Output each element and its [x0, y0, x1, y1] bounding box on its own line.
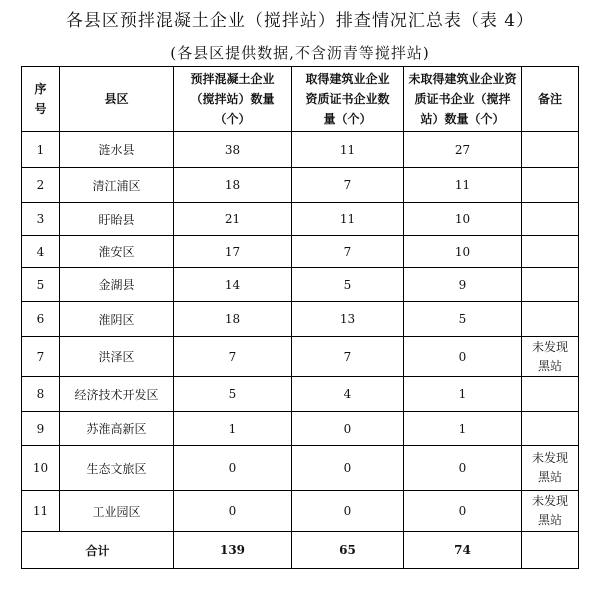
- row-remark: [522, 236, 579, 268]
- row-total: 7: [174, 337, 292, 377]
- row-total: 18: [174, 302, 292, 337]
- table-row: [22, 268, 579, 302]
- row-remark: [522, 412, 579, 446]
- row-unqualified: 0: [404, 446, 522, 491]
- row-total: 5: [174, 377, 292, 412]
- row-unqualified: 10: [404, 203, 522, 236]
- header-qualified: 取得建筑业企业资质证书企业数量（个）: [292, 67, 404, 132]
- row-seq: 1: [22, 132, 60, 168]
- row-seq: 8: [22, 377, 60, 412]
- row-remark: 未发现黑站: [522, 337, 579, 377]
- row-unqualified: 0: [404, 337, 522, 377]
- row-county: 淮阴区: [60, 302, 174, 337]
- table-row: [22, 302, 579, 337]
- row-county: 生态文旅区: [60, 446, 174, 491]
- row-qualified: 0: [292, 491, 404, 532]
- header-county: 县区: [60, 67, 174, 132]
- row-remark: [522, 268, 579, 302]
- row-county: 工业园区: [60, 491, 174, 532]
- table-row: [22, 491, 579, 532]
- row-qualified: 5: [292, 268, 404, 302]
- row-unqualified: 1: [404, 412, 522, 446]
- table-row: [22, 337, 579, 377]
- row-seq: 5: [22, 268, 60, 302]
- row-unqualified: 0: [404, 491, 522, 532]
- table-row: [22, 132, 579, 168]
- totals-qualified: 65: [292, 532, 404, 569]
- totals-label: 合计: [22, 532, 174, 569]
- row-qualified: 7: [292, 337, 404, 377]
- row-remark: 未发现黑站: [522, 491, 579, 532]
- row-total: 0: [174, 446, 292, 491]
- row-qualified: 11: [292, 203, 404, 236]
- row-qualified: 11: [292, 132, 404, 168]
- row-seq: 6: [22, 302, 60, 337]
- totals-row: [22, 532, 579, 569]
- row-seq: 3: [22, 203, 60, 236]
- totals-remark: [522, 532, 579, 569]
- table-row: [22, 168, 579, 203]
- row-seq: 10: [22, 446, 60, 491]
- header-row: [22, 67, 579, 132]
- row-remark: [522, 203, 579, 236]
- summary-table: [21, 66, 579, 569]
- row-unqualified: 10: [404, 236, 522, 268]
- table-row: [22, 446, 579, 491]
- row-total: 38: [174, 132, 292, 168]
- row-seq: 11: [22, 491, 60, 532]
- row-qualified: 13: [292, 302, 404, 337]
- table-row: [22, 203, 579, 236]
- row-remark: [522, 377, 579, 412]
- row-county: 洪泽区: [60, 337, 174, 377]
- row-total: 21: [174, 203, 292, 236]
- row-county: 清江浦区: [60, 168, 174, 203]
- row-qualified: 7: [292, 236, 404, 268]
- row-remark: 未发现黑站: [522, 446, 579, 491]
- totals-total: 139: [174, 532, 292, 569]
- table-row: [22, 377, 579, 412]
- row-total: 14: [174, 268, 292, 302]
- table-row: [22, 236, 579, 268]
- row-total: 18: [174, 168, 292, 203]
- row-qualified: 0: [292, 412, 404, 446]
- row-qualified: 0: [292, 446, 404, 491]
- table-row: [22, 412, 579, 446]
- row-unqualified: 9: [404, 268, 522, 302]
- row-total: 1: [174, 412, 292, 446]
- row-total: 0: [174, 491, 292, 532]
- row-seq: 7: [22, 337, 60, 377]
- row-seq: 2: [22, 168, 60, 203]
- row-unqualified: 5: [404, 302, 522, 337]
- header-unqualified: 未取得建筑业企业资质证书企业（搅拌站）数量（个）: [404, 67, 522, 132]
- row-county: 苏淮高新区: [60, 412, 174, 446]
- totals-unqualified: 74: [404, 532, 522, 569]
- row-unqualified: 1: [404, 377, 522, 412]
- row-county: 涟水县: [60, 132, 174, 168]
- row-unqualified: 27: [404, 132, 522, 168]
- row-seq: 4: [22, 236, 60, 268]
- row-unqualified: 11: [404, 168, 522, 203]
- row-remark: [522, 132, 579, 168]
- row-qualified: 4: [292, 377, 404, 412]
- row-seq: 9: [22, 412, 60, 446]
- row-county: 经济技术开发区: [60, 377, 174, 412]
- header-total: 预拌混凝土企业（搅拌站）数量（个）: [174, 67, 292, 132]
- page-title: 各县区预拌混凝土企业（搅拌站）排查情况汇总表（表 4）: [65, 11, 535, 31]
- row-qualified: 7: [292, 168, 404, 203]
- row-remark: [522, 302, 579, 337]
- row-county: 淮安区: [60, 236, 174, 268]
- row-county: 金湖县: [60, 268, 174, 302]
- row-county: 盱眙县: [60, 203, 174, 236]
- row-total: 17: [174, 236, 292, 268]
- header-remark: 备注: [522, 67, 579, 132]
- header-seq: 序号: [22, 67, 60, 132]
- page-subtitle: (各县区提供数据,不含沥青等搅拌站): [170, 44, 430, 62]
- row-remark: [522, 168, 579, 203]
